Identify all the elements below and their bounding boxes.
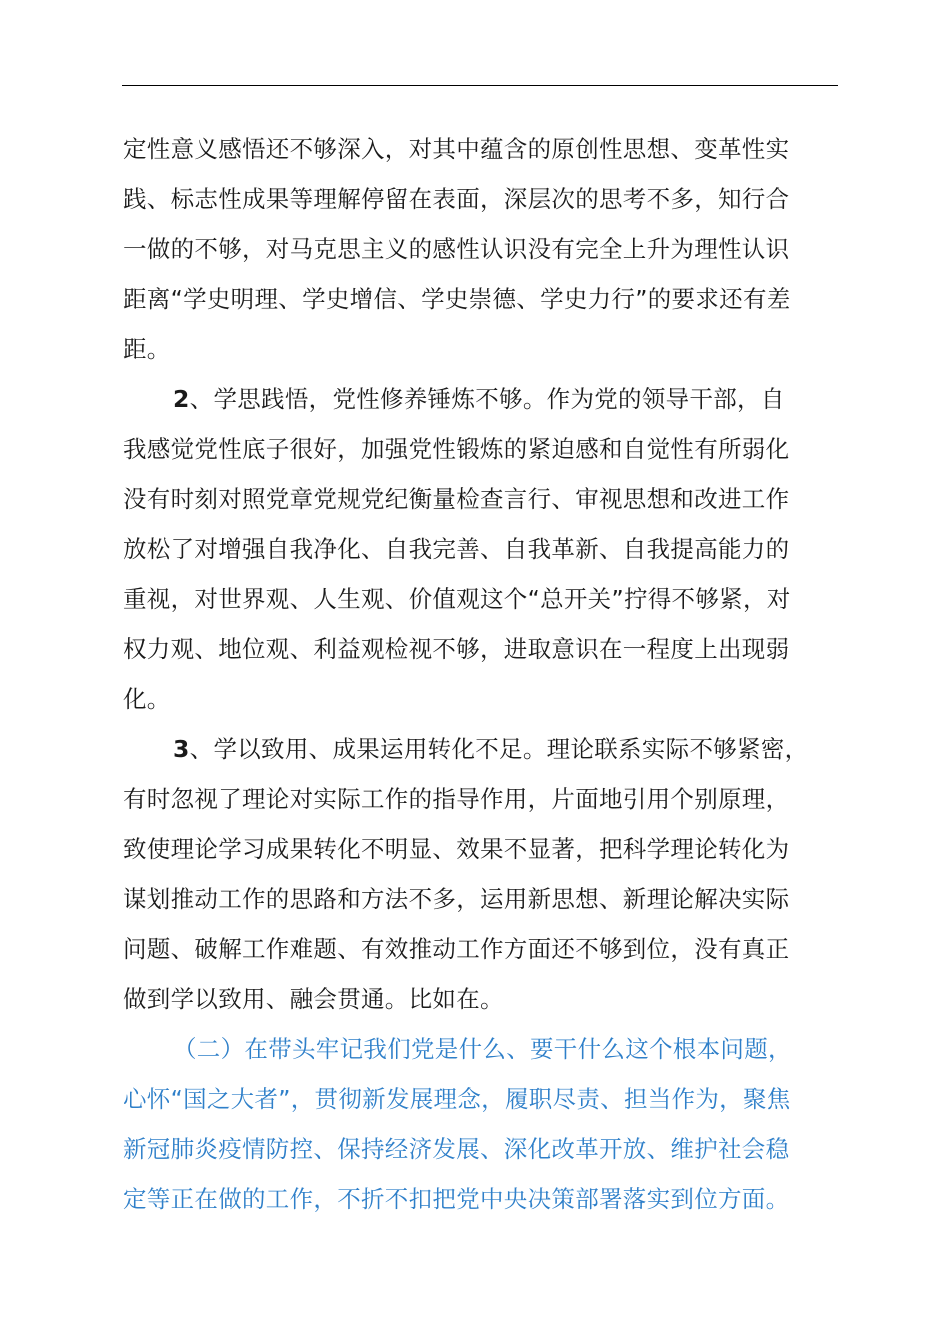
text-line: 没有时刻对照党章党规党纪衡量检查言行、审视思想和改进工作 bbox=[123, 485, 790, 513]
text-line: 问题、破解工作难题、有效推动工作方面还不够到位，没有真正 bbox=[123, 935, 790, 963]
text-line: 有时忽视了理论对实际工作的指导作用，片面地引用个别原理， bbox=[123, 785, 790, 813]
text-line: 距。 bbox=[123, 335, 171, 363]
item-number: 3 bbox=[173, 735, 190, 763]
paragraph-item-2 bbox=[123, 374, 838, 724]
section-heading-line: （二）在带头牢记我们党是什么、要干什么这个根本问题， bbox=[173, 1035, 792, 1063]
item-heading-line bbox=[123, 374, 838, 424]
header-rule bbox=[122, 85, 838, 86]
text-line: 放松了对增强自我净化、自我完善、自我革新、自我提高能力的 bbox=[123, 535, 790, 563]
text-line: 我感觉党性底子很好，加强党性锻炼的紧迫感和自觉性有所弱化 bbox=[123, 435, 790, 463]
text-line: 重视，对世界观、人生观、价值观这个“总开关”拧得不够紧，对 bbox=[123, 585, 791, 613]
text-line: 做到学以致用、融会贯通。比如在。 bbox=[123, 985, 504, 1013]
text-line: 化。 bbox=[123, 685, 171, 713]
section-heading-line: 心怀“国之大者”，贯彻新发展理念，履职尽责、担当作为，聚焦 bbox=[123, 1085, 791, 1113]
item-heading-text: 、学思践悟，党性修养锤炼不够。作为党的领导干部，自 bbox=[189, 385, 785, 413]
text-line: 践、标志性成果等理解停留在表面，深层次的思考不多，知行合 bbox=[123, 185, 790, 213]
text-line: 定性意义感悟还不够深入，对其中蕴含的原创性思想、变革性实 bbox=[123, 135, 790, 163]
text-line: 致使理论学习成果转化不明显、效果不显著，把科学理论转化为 bbox=[123, 835, 790, 863]
text-line: 一做的不够，对马克思主义的感性认识没有完全上升为理性认识 bbox=[123, 235, 790, 263]
document-body bbox=[123, 124, 838, 1224]
section-heading-2 bbox=[123, 1024, 838, 1224]
text-line: 权力观、地位观、利益观检视不够，进取意识在一程度上出现弱 bbox=[123, 635, 790, 663]
paragraph-item-3 bbox=[123, 724, 838, 1024]
item-heading-text: 、学以致用、成果运用转化不足。理论联系实际不够紧密， bbox=[189, 735, 809, 763]
item-heading-line bbox=[123, 724, 838, 774]
item-number: 2 bbox=[173, 385, 190, 413]
paragraph-continuation bbox=[123, 124, 838, 374]
text-line: 距离“学史明理、学史增信、学史崇德、学史力行”的要求还有差 bbox=[123, 285, 791, 313]
section-heading-line: 新冠肺炎疫情防控、保持经济发展、深化改革开放、维护社会稳 bbox=[123, 1135, 790, 1163]
text-line: 谋划推动工作的思路和方法不多，运用新思想、新理论解决实际 bbox=[123, 885, 790, 913]
section-heading-line: 定等正在做的工作，不折不扣把党中央决策部署落实到位方面。 bbox=[123, 1185, 790, 1213]
